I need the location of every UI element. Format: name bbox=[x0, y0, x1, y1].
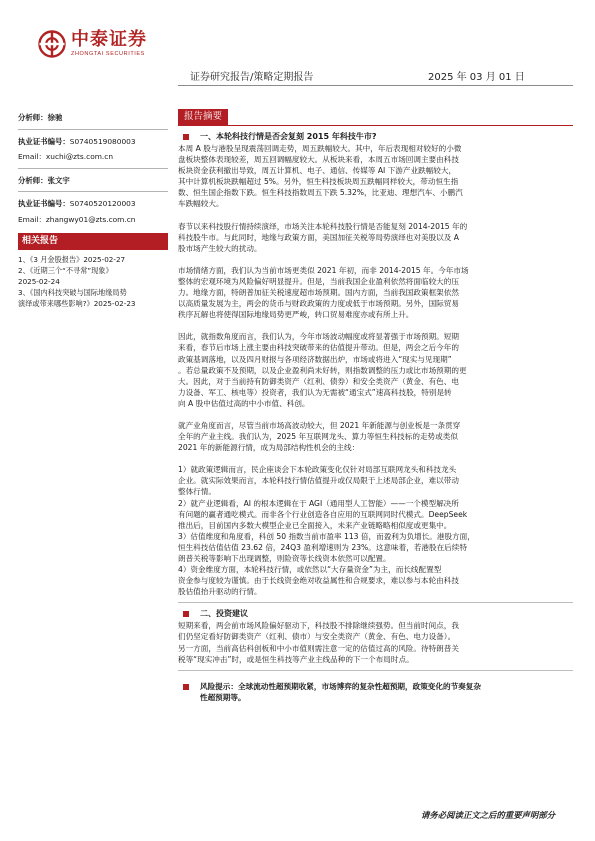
related-report-item[interactable]: 2、《近期三个“不寻常”现象》 bbox=[18, 266, 113, 275]
paragraph-4: 因此，就指数角度而言，我们认为，今年市场波动幅度或将显著强于市场预期。短期 来看，春节后市场上涨主要由科技突破带来的估值提升带动。但是，两会之后今年的 政策基调落地，以及四月财报与各项经济数据出炉，市场或将进入“现实与见现期” 。若总量政策不及预期，以及企业盈利尚未好转，则指数调整的压力或比市场预期的更 大。因此，对于当前持有防御类资产（红利、债券）和安全类资产（黄金、有色、电 力设备、军工、核电等）投资者，我们认为无需被“通宝式”速高科技股，特别是转 向 A 股中估值过高的中小市值、科创。 bbox=[178, 332, 467, 408]
paragraph-6: 1）就政策逻辑而言，民企座谈会下本轮政策变化仅针对局部互联网龙头和科技龙头 企业。就实际效果而言，本轮科技行情估值提升或仅局限于上述局部企业，难以带动 整体行情。 2）就产业逻辑看，AI 的根本逻辑在于 AGI（通用型人工智能）——一个模型解决所 有问题的赢者通吃模式。而非各个行业创造各自应用的互联网同时代模式。DeepSeek 推出后，目前国内多数大模型企业已全面接入，未来产业链略略相似度或更集中。 3）估值维度和角度看，科创 50 指数当前市盈率 113 倍，而盈利为负增长。港股方面， 恒生科技估值估值 23.62 倍，24Q3 盈利增速则为 23%。这意味着，若港股在后续特 朗普关税等影响下出现调整，则险资等长线资本依然可以配置。 4）资金维度方面，本轮科技行情，或依然以“大存量资金”为主，而长线配置型 资金参与度较为谨慎。由于长线资金绝对收益属性和合规要求，难以参与本轮由科技 股估值抬升驱动的行情。 bbox=[178, 465, 475, 597]
analyst-cert: S0740519080003 bbox=[69, 136, 136, 146]
square-bullet-icon bbox=[183, 684, 189, 690]
related-report-item[interactable]: 演绎或带来哪些影响?》2025-02-23 bbox=[18, 299, 136, 308]
analyst-block-1 bbox=[18, 110, 168, 165]
square-bullet-icon bbox=[183, 134, 189, 140]
footer-disclaimer: 请务必阅读正文之后的重要声明部分 bbox=[421, 810, 555, 820]
analyst-cert-line: 执业证书编号：S0740520120003 bbox=[18, 199, 136, 208]
report-body bbox=[178, 104, 573, 703]
analyst-sidebar bbox=[18, 110, 168, 309]
analyst-cert-line: 执业证书编号：S0740519080003 bbox=[18, 136, 136, 146]
related-report-item[interactable]: 2025-02-24 bbox=[18, 277, 60, 286]
paragraph-2: 春节以来科技股行情持续演绎，市场关注本轮科技股行情是否能复刻 2014-2015 年的 科技股牛市。与此同时，地缘与政策方面，美国加征关税等局势演绎也对美股以及 A 股市场产生较大的扰动。 bbox=[178, 221, 468, 253]
related-reports-heading: 相关报告 bbox=[18, 233, 168, 250]
report-type: 证券研究报告/策略定期报告 bbox=[190, 72, 314, 83]
analyst-name: 张文宇 bbox=[47, 175, 70, 185]
company-logo bbox=[38, 30, 147, 58]
logo-english-name: ZHONGTAI SECURITIES bbox=[71, 51, 145, 57]
logo-mark-icon bbox=[38, 30, 66, 58]
report-date: 2025 年 03 月 01 日 bbox=[428, 72, 525, 83]
investment-paragraph: 短期来看，两会前市场风险偏好驱动下，科技股不排除继续强势。但当前时间点，我 们仍坚定看好防御类资产（红利、债市）与安全类资产（黄金、有色、电力设备）。 另一方面，当前高估科创板和中小市值则需注意一定的估值过高的风险。待特朗普关 税等“现实冲击”时，或是恒生科技等产业主线品种的下一个布局时点。 bbox=[178, 621, 459, 664]
analyst-cert: S0740520120003 bbox=[69, 199, 136, 208]
header-divider bbox=[178, 85, 573, 86]
analyst-name-line: 分析师：张文宇 bbox=[18, 175, 70, 185]
divider bbox=[18, 129, 168, 130]
section-divider bbox=[178, 602, 573, 603]
related-reports-list bbox=[18, 254, 168, 309]
related-report-item[interactable]: 3、《国内科技突破与国际地缘局势 bbox=[18, 288, 127, 297]
paragraph-1: 本周 A 股与港股呈现震荡回调走势，周五跌幅较大。其中，年后表现相对较好的小微 盘板块整体表现较差，周五回调幅度较大。从板块来看，本周五市场回调主要由科技 板块资金获利撤出导致，周五计算机、电子、通信、传媒等 AI 下游产业跌幅较大， 其中计算机板块跌幅超过 5%。另外，恒生科技板块周五跌幅同样较大，带动恒生指 数、恒生国企指数下跌。恒生科技指数周五下跌 5.32%，比亚迪、理想汽车、小鹏汽 车跌幅较大。 bbox=[178, 144, 463, 209]
analyst-name: 徐驰 bbox=[47, 113, 63, 122]
analyst-email: xuchi@zts.com.cn bbox=[45, 152, 114, 161]
summary-tab: 报告摘要 bbox=[178, 109, 228, 125]
analyst-email-line: Email：zhangwy01@zts.com.cn bbox=[18, 214, 136, 224]
analyst-block-2 bbox=[18, 173, 168, 228]
square-bullet-icon bbox=[183, 611, 189, 617]
analyst-email-line: Email：xuchi@zts.com.cn bbox=[18, 152, 114, 161]
related-report-item[interactable]: 1、《3 月金股报告》2025-02-27 bbox=[18, 255, 126, 264]
paragraph-3: 市场情绪方面，我们认为当前市场更类似 2021 年初，而非 2014-2015 年。今年市场 整体的宏观环境为风险偏好明显提升。但是，当前我国企业盈利依然将面临较大的压 力。地缘方面，特朗普加征关税速度超市场预期。国内方面，当前我国政策框架依然 以高质量发展为主，两会的货币与财政政策的力度或低于市场预期。另外，国际贸易 秩序瓦解也将使得国际地缘局势更严峻，转口贸易难度亦或有所上升。 bbox=[178, 265, 469, 320]
logo-chinese-name: 中泰证券 bbox=[71, 29, 147, 50]
analyst-name-line: 分析师：徐驰 bbox=[18, 113, 63, 122]
analyst-email: zhangwy01@zts.com.cn bbox=[45, 214, 136, 224]
paragraph-5: 就产业角度而言，尽管当前市场高波动较大，但 2021 年新能源与创业板是一条贯穿 全年的产业主线。我们认为，2025 年互联网龙头、算力等恒生科技标的走势或类似 2021 年的新能源行情，成为局部结构性机会的主线： bbox=[178, 420, 461, 453]
section-2-title: 二、投资建议 bbox=[178, 608, 573, 620]
summary-divider bbox=[178, 125, 573, 126]
page-header bbox=[0, 0, 595, 92]
risk-warning: 风险提示：全球流动性超预期收紧，市场博弈的复杂性超预期，政策变化的节奏复杂 性超预期等。 bbox=[178, 681, 573, 703]
divider bbox=[18, 168, 168, 169]
section-1-title: 一、本轮科技行情是否会复刻 2015 年科技牛市? bbox=[178, 131, 573, 143]
divider bbox=[18, 191, 168, 192]
section-divider bbox=[178, 670, 573, 671]
